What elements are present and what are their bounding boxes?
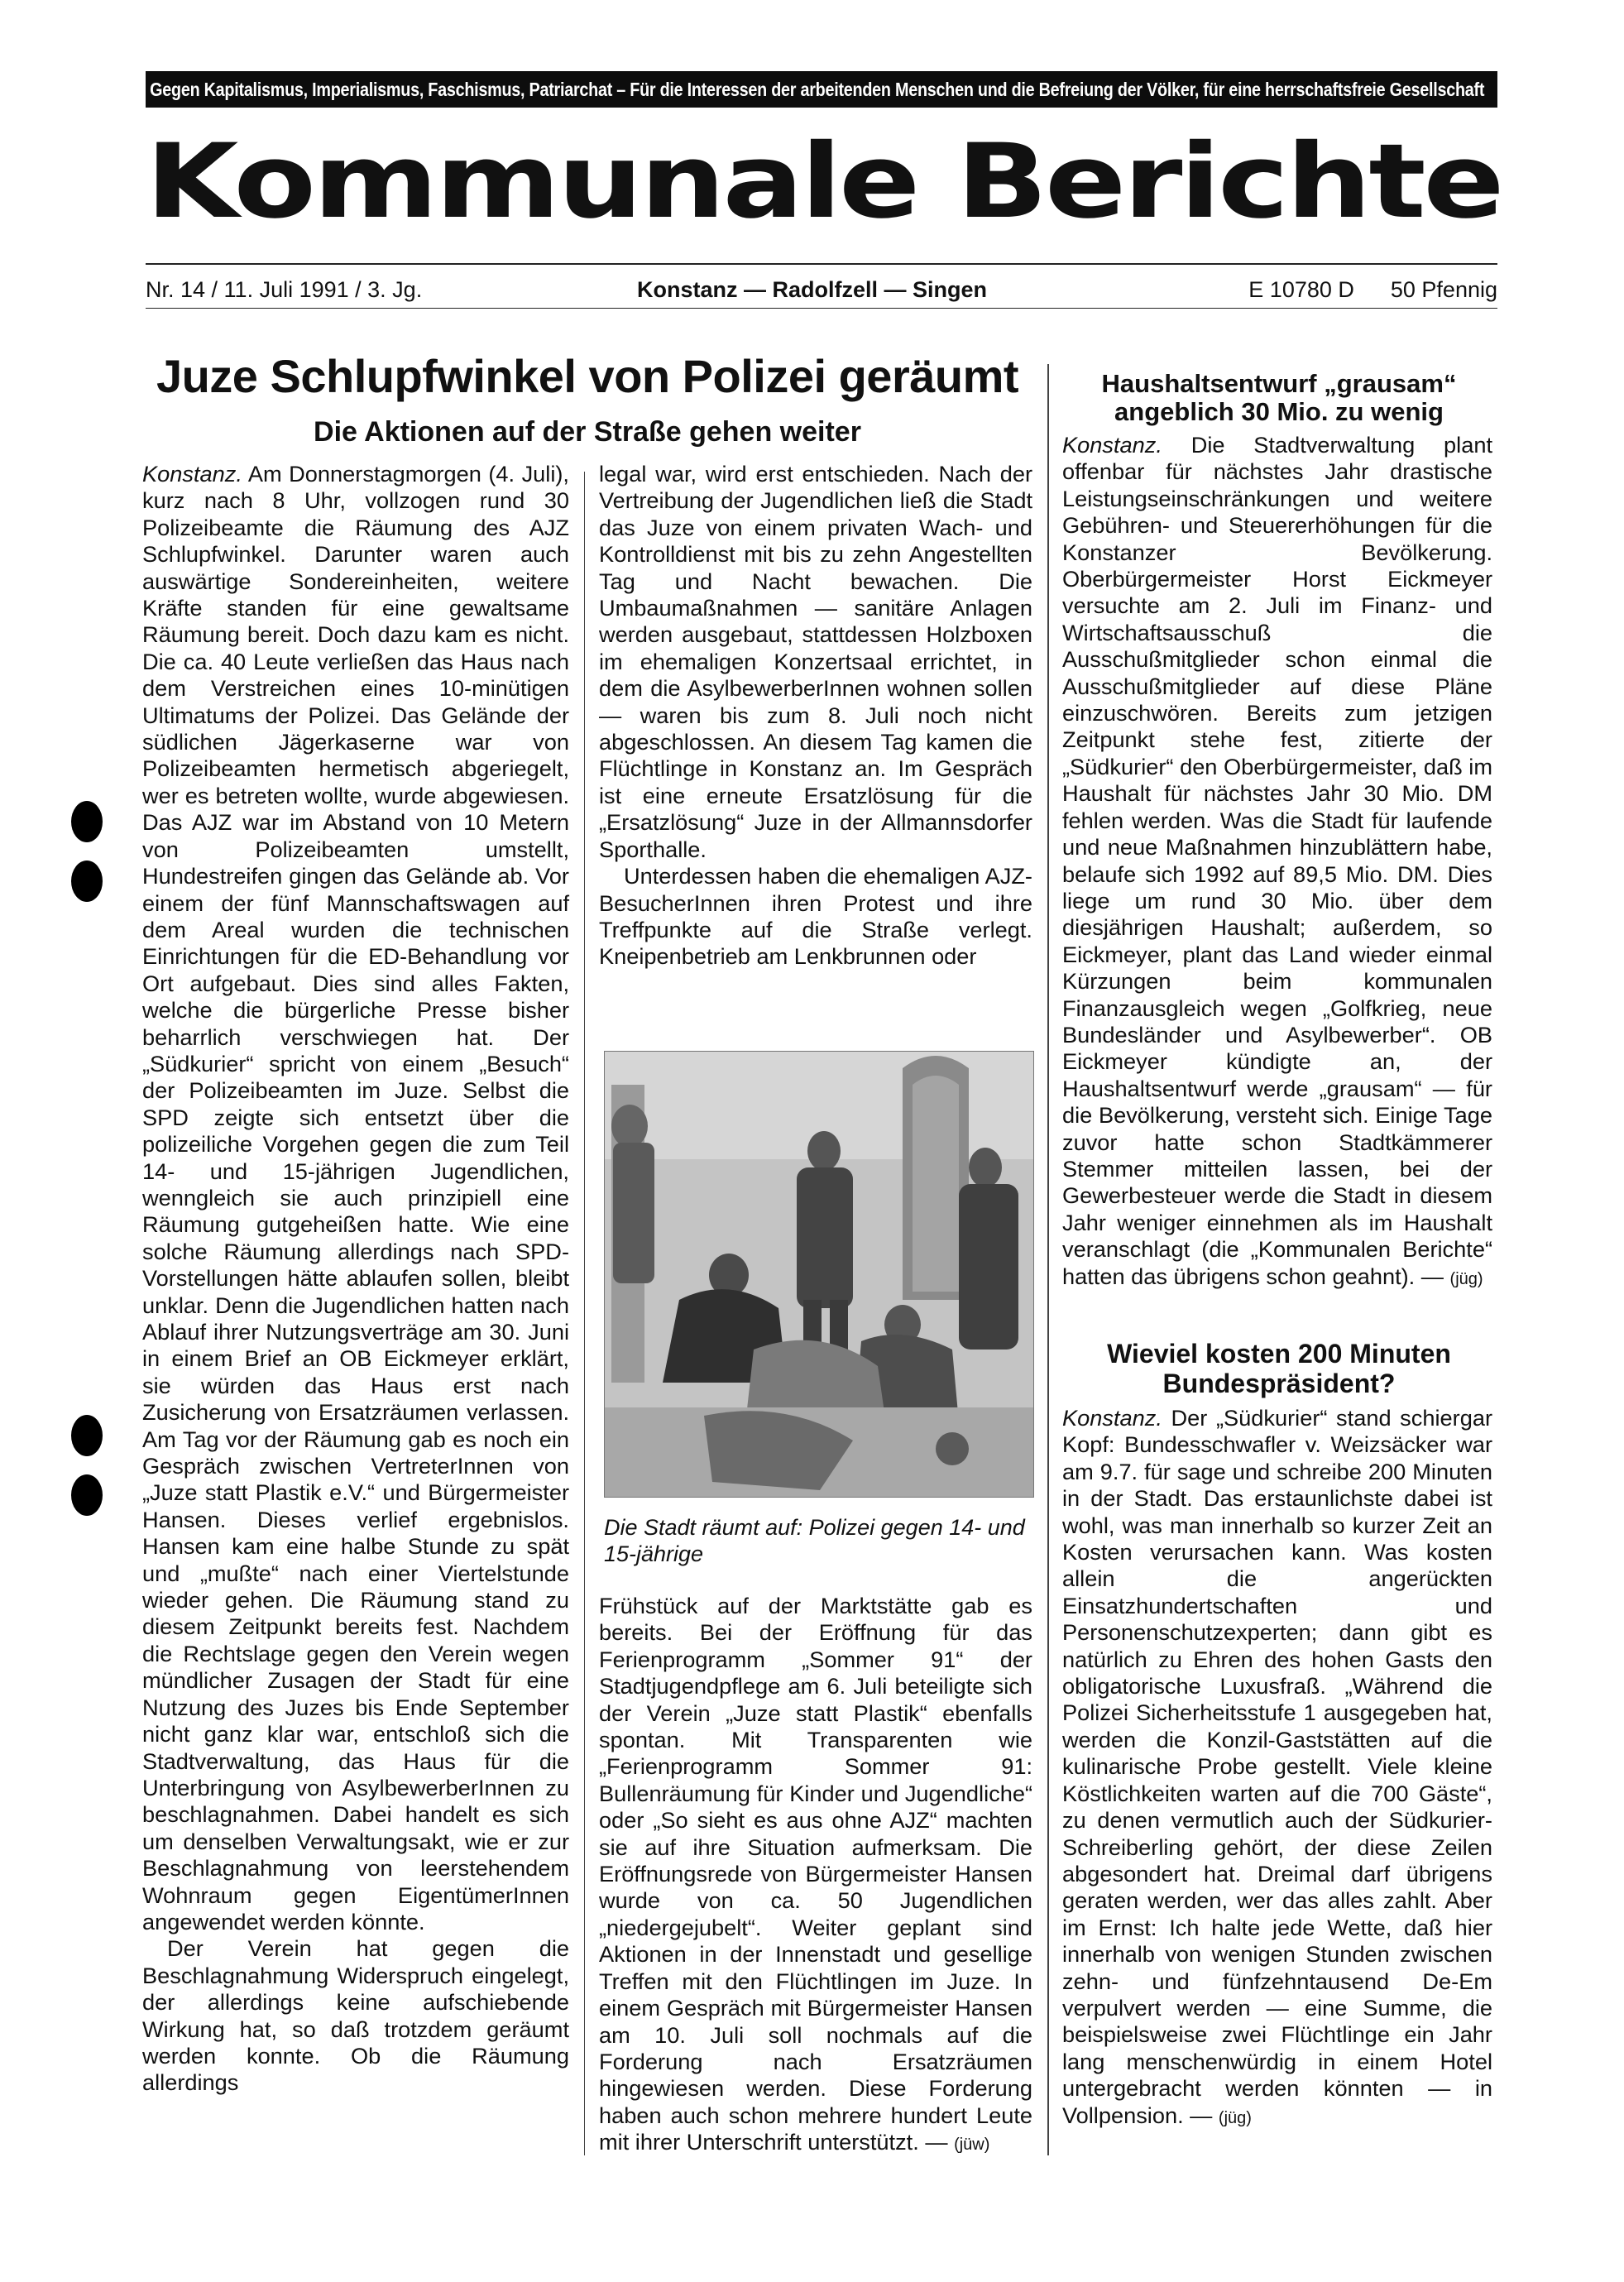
author-signature: (jüw): [954, 2136, 990, 2155]
issue-code: E 10780 D: [1248, 277, 1354, 302]
article3-body: [1062, 1405, 1492, 2131]
photo-caption: Die Stadt räumt auf: Polizei gegen 14- und 15-jährige: [604, 1515, 1025, 1566]
article-headline: Juze Schlupfwinkel von Polizei geräumt: [156, 350, 1019, 402]
paragraph: [142, 461, 569, 1935]
paragraph-text: Frühstück auf der Marktstätte gab es bereits. Bei der Eröffnung für das Ferienprogramm „Sommer 91“ der Stadtjugendpflege am 6. Juli beteiligte sich der Verein „Juze statt Plastik“ ebenfalls spontan. Mit Transparenten wie „Ferienprogramm Sommer 91: Bullenräumung für Kinder und Jugendliche“ oder „So sieht es aus ohne AJZ“ machten sie auf ihre Situation aufmerksam. Die Eröffnungsrede von Bürgermeister Hansen wurde von ca. 50 Jugendlichen „niedergejubelt“. Weiter geplant sind Aktionen in der Innenstadt und gesellige Treffen mit den Flüchtlingen im Juze. In einem Gespräch mit Bürgermeister Hansen am 10. Juli soll nochmals auf die Forderung nach Ersatzräumen hingewiesen werden. Diese Forderung haben auch schon mehrere hundert Leute mit ihrer Unterschrift unterstützt. —: [599, 1593, 1032, 2155]
punch-hole: [71, 861, 103, 902]
masthead-title: Kommunale Berichte: [146, 122, 1502, 242]
paragraph-text: Der „Südkurier“ stand schiergar Kopf: Bundesschwafler v. Weizsäcker war am 9.7. für sage und schreibe 200 Minuten in der Stadt. Das erstaunlichste dabei ist wohl, was man innerhalb so kurzer Zeit an Kosten verursachen kann. Was kosten allein die angerückten Einsatzhundertschaften und Personenschutzexperten; dann gibt es natürlich zu Ehren des hohen Gasts den obligatorische Luxusfraß. „Während die Polizei Sicherheitsstufe 1 ausgegeben hat, werden die Konzil-Gaststätten auf die kulinarische Probe gestellt. Viele kleine Köstlichkeiten warten auf die 700 Gäste“, zu denen vermutlich auch der Südkurier-Schreiberling gehört, der diese Zeilen abgesondert hat. Dreimal darf übrigens geraten werden, wer das alles zahlt. Aber im Ernst: Ich halte jede Wette, daß hier innerhalb von wenigen Stunden zwischen zehn- und fünfzehntausend De-Em verpulvert werden — eine Summe, die beispielsweise zwei Flüchtlinge ein Jahr lang menschenwürdig in einem Hotel untergebracht werden könnten — in Vollpension. —: [1062, 1405, 1492, 2128]
paragraph: Der Verein hat gegen die Beschlagnahmung Widerspruch eingelegt, der allerdings keine aufschiebende Wirkung hat, so daß trotzdem geräumt werden konnte. Ob die Räumung allerdings: [142, 1935, 569, 2096]
issue-number: Nr. 14 / 11. Juli 1991 / 3. Jg.: [146, 277, 423, 302]
masthead: [146, 122, 1502, 242]
divider: [146, 263, 1497, 265]
paragraph-text: Die Stadtverwaltung plant offenbar für nächstes Jahr drastische Leistungseinschränkungen und weitere Gebühren- und Steuererhöhungen für die Konstanzer Bevölkerung. Oberbürgermeister Horst Eickmeyer versuchte am 2. Juli im Finanz- und Wirtschaftsausschuß die Ausschußmitglieder schon einmal die Ausschußmitglieder auf diese Pläne einzuschwören. Bereits zum jetzigen Zeitpunkt stehe fest, zitierte der „Südkurier“ den Oberbürgermeister, daß im Haushalt für nächstes Jahr 30 Mio. DM fehlen werden. Was die Stadt für laufende und neue Maßnahmen hinzublättern habe, belaufe sich 1992 auf 89,5 Mio. DM. Dies liege um rund 30 Mio. über dem diesjährigen Haushalt; außerdem, so Eickmeyer, plant das Land wieder einmal Kürzungen beim kommunalen Finanzausgleich wegen „Golfkrieg, neue Bundesländer und Asylbewerber“. OB Eickmeyer kündigte an, der Haushaltsentwurf werde „grausam“ — für die Bevölkerung, versteht sich. Einige Tage zuvor hatte schon Stadtkämmerer Stemmer mitteilen lassen, bei der Gewerbesteuer werde die Stadt in diesem Jahr weniger einnehmen als im Haushalt veranschlagt (die „Kommunalen Berichte“ hatten das übrigens schon geahnt). —: [1062, 432, 1492, 1289]
column-divider: [584, 472, 585, 2155]
punch-hole: [71, 801, 103, 842]
paragraph: [1062, 1405, 1492, 2131]
issue-locations: Konstanz — Radolfzell — Singen: [637, 277, 988, 302]
paragraph: legal war, wird erst entschieden. Nach der Vertreibung der Jugendlichen ließ die Stadt das Juze von einem privaten Wach- und Kontrolldienst mit bis zu zehn Angestellten Tag und Nacht bewachen. Die Umbaumaßnahmen — sanitäre Anlagen werden ausgebaut, stattdessen Holzboxen im ehemaligen Konzertsaal errichtet, in dem die AsylbewerberInnen wohnen sollen — waren bis zum 8. Juli noch nicht abgeschlossen. An diesem Tag kamen die Flüchtlinge in Konstanz an. Im Gespräch ist eine erneute Ersatzlösung für die „Ersatzlösung“ Juze in der Allmannsdorfer Sporthalle.: [599, 461, 1032, 862]
article1-column2: [599, 461, 1032, 971]
issue-line: [146, 273, 1497, 306]
article-headline: Haushaltsentwurf „grausam“ angeblich 30 Mio. zu wenig: [1101, 369, 1457, 426]
article-headline: Wieviel kosten 200 Minuten Bundespräsident?: [1107, 1339, 1451, 1398]
article1-column1: [142, 461, 569, 2097]
top-banner: [146, 71, 1497, 108]
paragraph: [1062, 432, 1492, 1292]
paragraph: [599, 1593, 1032, 2159]
dateline: Konstanz.: [1062, 432, 1162, 458]
article1-column2-continued: [599, 1593, 1032, 2159]
police-photo-graphic: [605, 1052, 1033, 1497]
divider: [146, 308, 1497, 309]
punch-hole: [71, 1415, 103, 1456]
paragraph: Unterdessen haben die ehemaligen AJZ-BesucherInnen ihren Protest und ihre Treffpunkte auf die Straße verlegt. Kneipenbetrieb am Lenkbrunnen oder: [599, 863, 1032, 970]
dateline: Konstanz.: [1062, 1405, 1162, 1431]
article2-body: [1062, 432, 1492, 1292]
author-signature: (jüg): [1449, 1269, 1483, 1288]
issue-price: 50 Pfennig: [1390, 277, 1497, 302]
article-photo: [604, 1051, 1034, 1498]
dateline: Konstanz.: [142, 461, 242, 487]
banner-text: Gegen Kapitalismus, Imperialismus, Faschismus, Patriarchat – Für die Interessen der arbeitenden Menschen und die Befreiung der Völker, für eine herrschaftsfreie Gesellschaft: [150, 79, 1485, 100]
punch-hole: [71, 1474, 103, 1516]
paragraph-text: Am Donnerstagmorgen (4. Juli), kurz nach 8 Uhr, vollzogen rund 30 Polizeibeamte die Räumung des AJZ Schlupfwinkel. Darunter waren auch auswärtige Sondereinheiten, weitere Kräfte standen für eine gewaltsame Räumung bereit. Doch dazu kam es nicht. Die ca. 40 Leute verließen das Haus nach dem Verstreichen eines 10-minütigen Ultimatums der Polizei. Das Gelände der südlichen Jägerkaserne war von Polizeibeamten hermetisch abgeriegelt, wer es betreten wollte, wurde abgewiesen. Das AJZ war im Abstand von 10 Metern von Polizeibeamten umstellt, Hundestreifen gingen das Gelände ab. Vor einem der fünf Mannschaftswagen auf dem Areal wurden die technischen Einrichtungen für die ED-Behandlung vor Ort aufgebaut. Dies sind alles Fakten, welche die bürgerliche Presse bisher beharrlich verschwiegen hat. Der „Südkurier“ spricht von einem „Besuch“ der Polizeibeamten im Juze. Selbst die SPD zeigte sich entsetzt über die polizeiliche Vorgehen gegen die zum Teil 14- und 15-jährigen Jugendlichen, wenngleich sie auch prinzipiell eine Räumung gutgeheißen hatte. Wie eine solche Räumung allerdings nach SPD-Vorstellungen hätte ablaufen sollen, bleibt unklar. Denn die Jugendlichen hatten nach Ablauf ihrer Nutzungsverträge am 30. Juni in einem Brief an OB Eickmeyer erklärt, sie würden das Haus erst nach Zusicherung von Ersatzräumen verlassen. Am Tag vor der Räumung gab es noch ein Gespräch zwischen VertreterInnen von „Juze statt Plastik e.V.“ und Bürgermeister Hansen. Dieses verlief ergebnislos. Hansen kam eine halbe Stunde zu spät und „mußte“ nach einer Viertelstunde wieder gehen. Die Räumung stand zu diesem Zeitpunkt bereits fest. Nachdem die Rechtslage gegen den Verein wegen mündlicher Zusagen der Stadt für eine Nutzung des Juzes bis Ende September nicht ganz klar war, entschloß sich die Stadtverwaltung, das Haus für die Unterbringung von AsylbewerberInnen zu beschlagnahmen. Dabei handelt es sich um denselben Verwaltungsakt, wie er zur Beschlagnahmung von leerstehendem Wohnraum gegen EigentümerInnen angewendet werden könnte.: [142, 461, 569, 1934]
column-divider: [1047, 364, 1049, 2155]
author-signature: (jüg): [1218, 2108, 1252, 2127]
article-subhead: Die Aktionen auf der Straße gehen weiter: [314, 416, 861, 448]
issue-meta: [1248, 273, 1497, 306]
